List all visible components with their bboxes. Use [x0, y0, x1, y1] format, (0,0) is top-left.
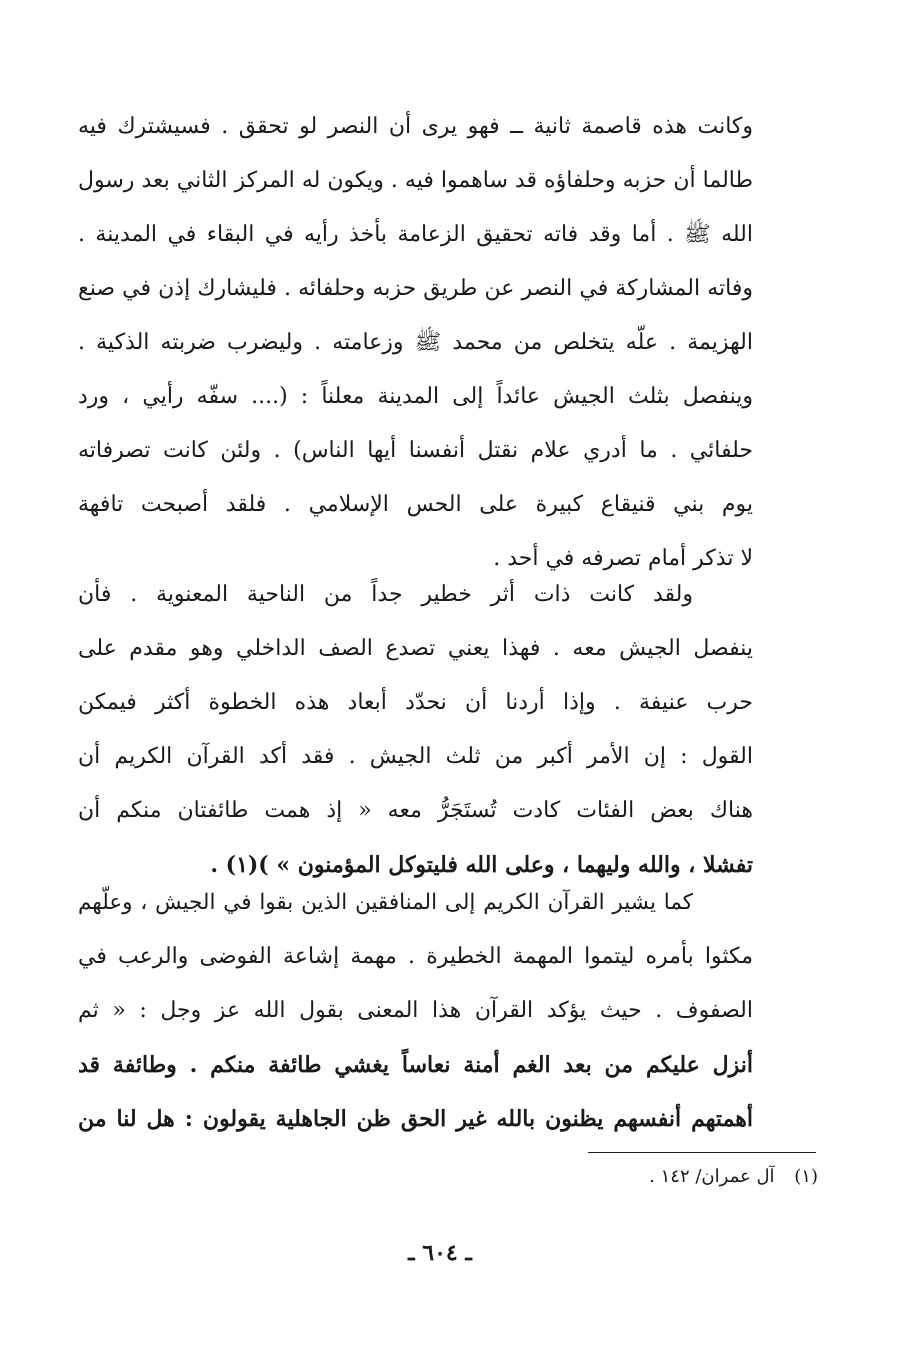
text-line: أهمتهم أنفسهم يظنون بالله غير الحق ظن الجاهلية يقولون : هل لنا من — [78, 1106, 753, 1132]
text-line: كما يشير القرآن الكريم إلى المنافقين الذين بقوا في الجيش ، وعلّهم — [78, 890, 693, 915]
text-line: مكثوا بأمره ليتموا المهمة الخطيرة . مهمة إشاعة الفوضى والرعب في — [78, 944, 753, 969]
footnote — [500, 1162, 818, 1192]
text-line: تفشلا ، والله وليهما ، وعلى الله فليتوكل المؤمنون » )(١) . — [210, 852, 753, 878]
text-line: الصفوف . حيث يؤكد القرآن هذا المعنى بقول الله عز وجل : « ثم — [78, 998, 753, 1023]
page-number: ـ ٦٠٤ ـ — [408, 1240, 472, 1266]
paragraph-1 — [78, 100, 753, 586]
text-line: أنزل عليكم من بعد الغم أمنة نعاساً يغشي طائفة منكم . وطائفة قد — [78, 1052, 753, 1078]
footnote-text: آل عمران/ ١٤٢ . — [649, 1166, 775, 1187]
footnote-divider — [588, 1152, 816, 1153]
paragraph-2 — [78, 568, 753, 892]
text-line: حلفائي . ما أدري علام نقتل أنفسنا أيها الناس) . ولئن كانت تصرفاته — [78, 438, 753, 463]
footnote-number: (١) — [794, 1166, 818, 1187]
text-line: الله ﷺ . أما وقد فاته تحقيق الزعامة بأخذ رأيه في البقاء في المدينة . — [78, 222, 753, 247]
paragraph-3 — [78, 876, 753, 1146]
text-line: وينفصل بثلث الجيش عائداً إلى المدينة معلناً : (.... سفّه رأيي ، ورد — [78, 384, 753, 409]
text-line: ولقد كانت ذات أثر خطير جداً من الناحية المعنوية . فأن — [78, 582, 693, 607]
text-line: وفاته المشاركة في النصر عن طريق حزبه وحلفائه . فليشارك إذن في صنع — [78, 276, 753, 301]
text-line: وكانت هذه قاصمة ثانية ــ فهو يرى أن النصر لو تحقق . فسيشترك فيه — [78, 114, 753, 139]
text-line: الهزيمة . علّه يتخلص من محمد ﷺ وزعامته . وليضرب ضربته الذكية . — [78, 330, 753, 355]
text-line: حرب عنيفة . وإذا أردنا أن نحدّد أبعاد هذه الخطوة أكثر فيمكن — [78, 690, 753, 715]
text-line: هناك بعض الفئات كادت تُستَجَرُّ معه « إذ همت طائفتان منكم أن — [78, 798, 753, 823]
text-line: لا تذكر أمام تصرفه في أحد . — [493, 546, 753, 571]
text-line: القول : إن الأمر أكبر من ثلث الجيش . فقد أكد القرآن الكريم أن — [78, 744, 753, 769]
text-line: طالما أن حزبه وحلفاؤه قد ساهموا فيه . ويكون له المركز الثاني بعد رسول — [78, 168, 753, 193]
text-line: ينفصل الجيش معه . فهذا يعني تصدع الصف الداخلي وهو مقدم على — [78, 636, 753, 661]
text-line: يوم بني قنيقاع كبيرة على الحس الإسلامي . فلقد أصبحت تافهة — [78, 492, 753, 517]
